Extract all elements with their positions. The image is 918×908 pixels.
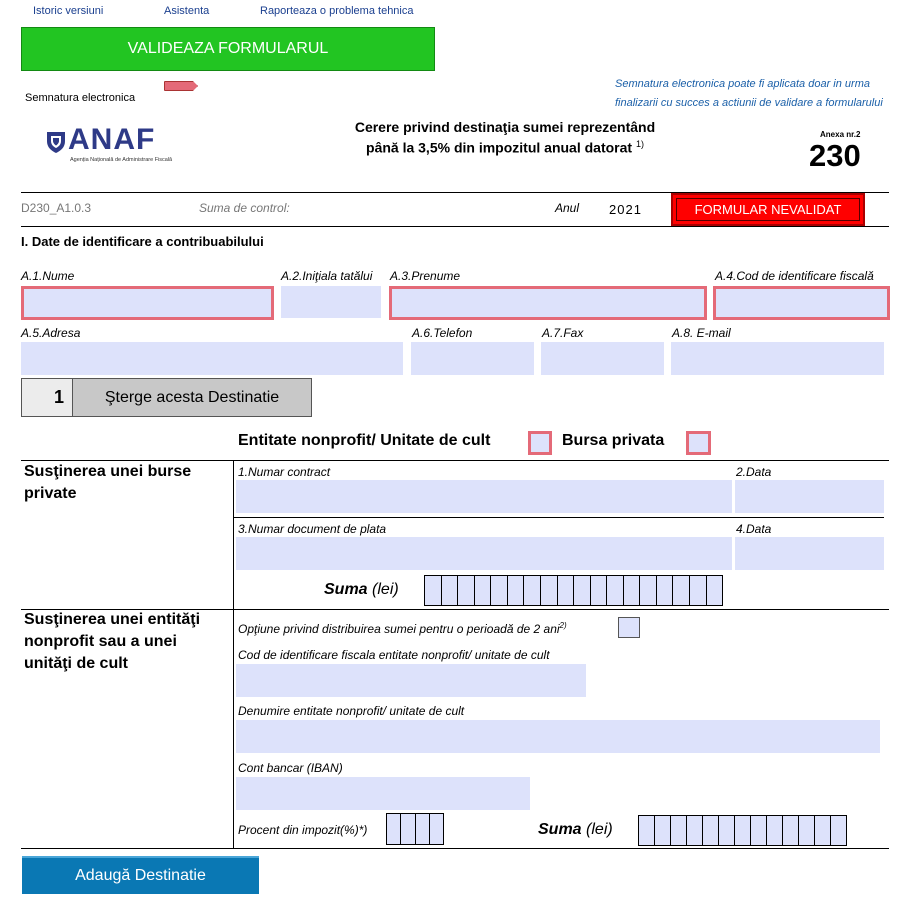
contract-number-input[interactable] [236,480,732,513]
section1-title: I. Date de identificare a contribuabilului [21,234,264,249]
fax-input[interactable] [541,342,664,375]
phone-input[interactable] [411,342,534,375]
status-badge [671,193,865,226]
validate-form-button[interactable]: VALIDEAZA FORMULARUL [21,27,435,71]
entity-option-checkbox[interactable] [528,431,552,455]
signature-note-line1: Semnatura electronica poate fi aplicata doar in urma [615,78,870,90]
address-input[interactable] [21,342,403,375]
entity-option-label: Entitate nonprofit/ Unitate de cult [238,432,491,449]
bursary-sum-label-unit: (lei) [372,581,399,598]
destination-number: 1 [21,378,73,417]
percent-input[interactable] [386,813,444,845]
report-problem-link[interactable]: Raporteaza o problema tehnica [260,5,414,17]
payment-doc-label: 3.Numar document de plata [238,522,387,536]
logo-subtitle: Agenția Națională de Administrare Fiscală [70,157,173,163]
form-title-line1: Cerere privind destinaţia sumei reprezentând [354,119,656,135]
status-badge-text: FORMULAR NEVALIDAT [676,198,860,221]
bursary-section-title: Susţinerea unei burse private [24,463,192,502]
entity-sum-input[interactable] [638,815,847,846]
email-input[interactable] [671,342,884,375]
bursary-sum-input[interactable] [424,575,723,606]
signature-note-line2: finalizarii cu succes a actiunii de validare a formularului [615,97,883,109]
contract-date-input[interactable] [735,480,884,513]
payment-date-label: 4.Data [736,522,772,536]
two-year-option-text: Opţiune privind distribuirea sumei pentru o perioadă de 2 ani [238,622,560,636]
logo-text: ANAF [68,123,156,156]
percent-label: Procent din impozit(%)*) [238,823,368,837]
year-label: Anul [555,201,580,215]
scholarship-option-label: Bursa privata [562,432,665,449]
iban-label: Cont bancar (IBAN) [238,761,343,775]
entity-sum-label-bold: Suma [538,821,582,838]
father-initial-input[interactable] [281,286,381,318]
two-year-option-label [238,621,567,636]
first-name-input[interactable] [389,286,707,320]
form-title-line2 [300,139,710,156]
form-title-footnote: 1) [635,139,644,149]
entity-cif-input[interactable] [236,664,586,697]
checksum-label: Suma de control: [199,201,290,215]
contract-date-label: 2.Data [736,465,772,479]
scholarship-option-checkbox[interactable] [686,431,711,455]
father-initial-label: A.2.Iniţiala tatălui [281,269,373,283]
delete-destination-button[interactable]: Şterge acesta Destinatie [73,378,312,417]
history-link[interactable]: Istoric versiuni [33,5,104,17]
contract-number-label: 1.Numar contract [238,465,331,479]
entity-name-label: Denumire entitate nonprofit/ unitate de cult [238,704,465,718]
iban-input[interactable] [236,777,530,810]
tax-id-label: A.4.Cod de identificare fiscală [715,269,874,283]
entity-section-title: Susţinerea unei entităţi nonprofit sau a unei unităţi de cult [24,611,201,672]
entity-sum-label [538,821,613,839]
annex-label: Anexa nr.2 [820,130,861,139]
anaf-logo [46,123,186,166]
add-destination-button[interactable]: Adaugă Destinatie [22,856,259,894]
entity-sum-label-unit: (lei) [586,821,613,838]
form-number: 230 [809,138,861,173]
shield-icon [46,130,66,154]
year-value: 2021 [609,202,642,217]
payment-date-input[interactable] [735,537,884,570]
signature-label: Semnatura electronica [25,92,136,104]
tax-id-input[interactable] [713,286,890,320]
first-name-label: A.3.Prenume [390,269,461,283]
name-label: A.1.Nume [21,269,75,283]
address-label: A.5.Adresa [21,326,81,340]
entity-name-input[interactable] [236,720,880,753]
two-year-option-checkbox[interactable] [618,617,640,638]
form-title-line2-text: până la 3,5% din impozitul anual datorat [366,139,633,156]
fax-label: A.7.Fax [542,326,584,340]
bursary-sum-label [324,581,399,599]
two-year-footnote: 2) [559,621,567,630]
bursary-sum-label-bold: Suma [324,581,368,598]
phone-label: A.6.Telefon [412,326,473,340]
name-input[interactable] [21,286,274,320]
entity-cif-label: Cod de identificare fiscala entitate nonprofit/ unitate de cult [238,648,550,662]
payment-doc-input[interactable] [236,537,732,570]
signature-field-icon[interactable] [164,81,198,91]
email-label: A.8. E-mail [672,326,731,340]
version-label: D230_A1.0.3 [21,201,92,215]
assistance-link[interactable]: Asistenta [164,5,210,17]
